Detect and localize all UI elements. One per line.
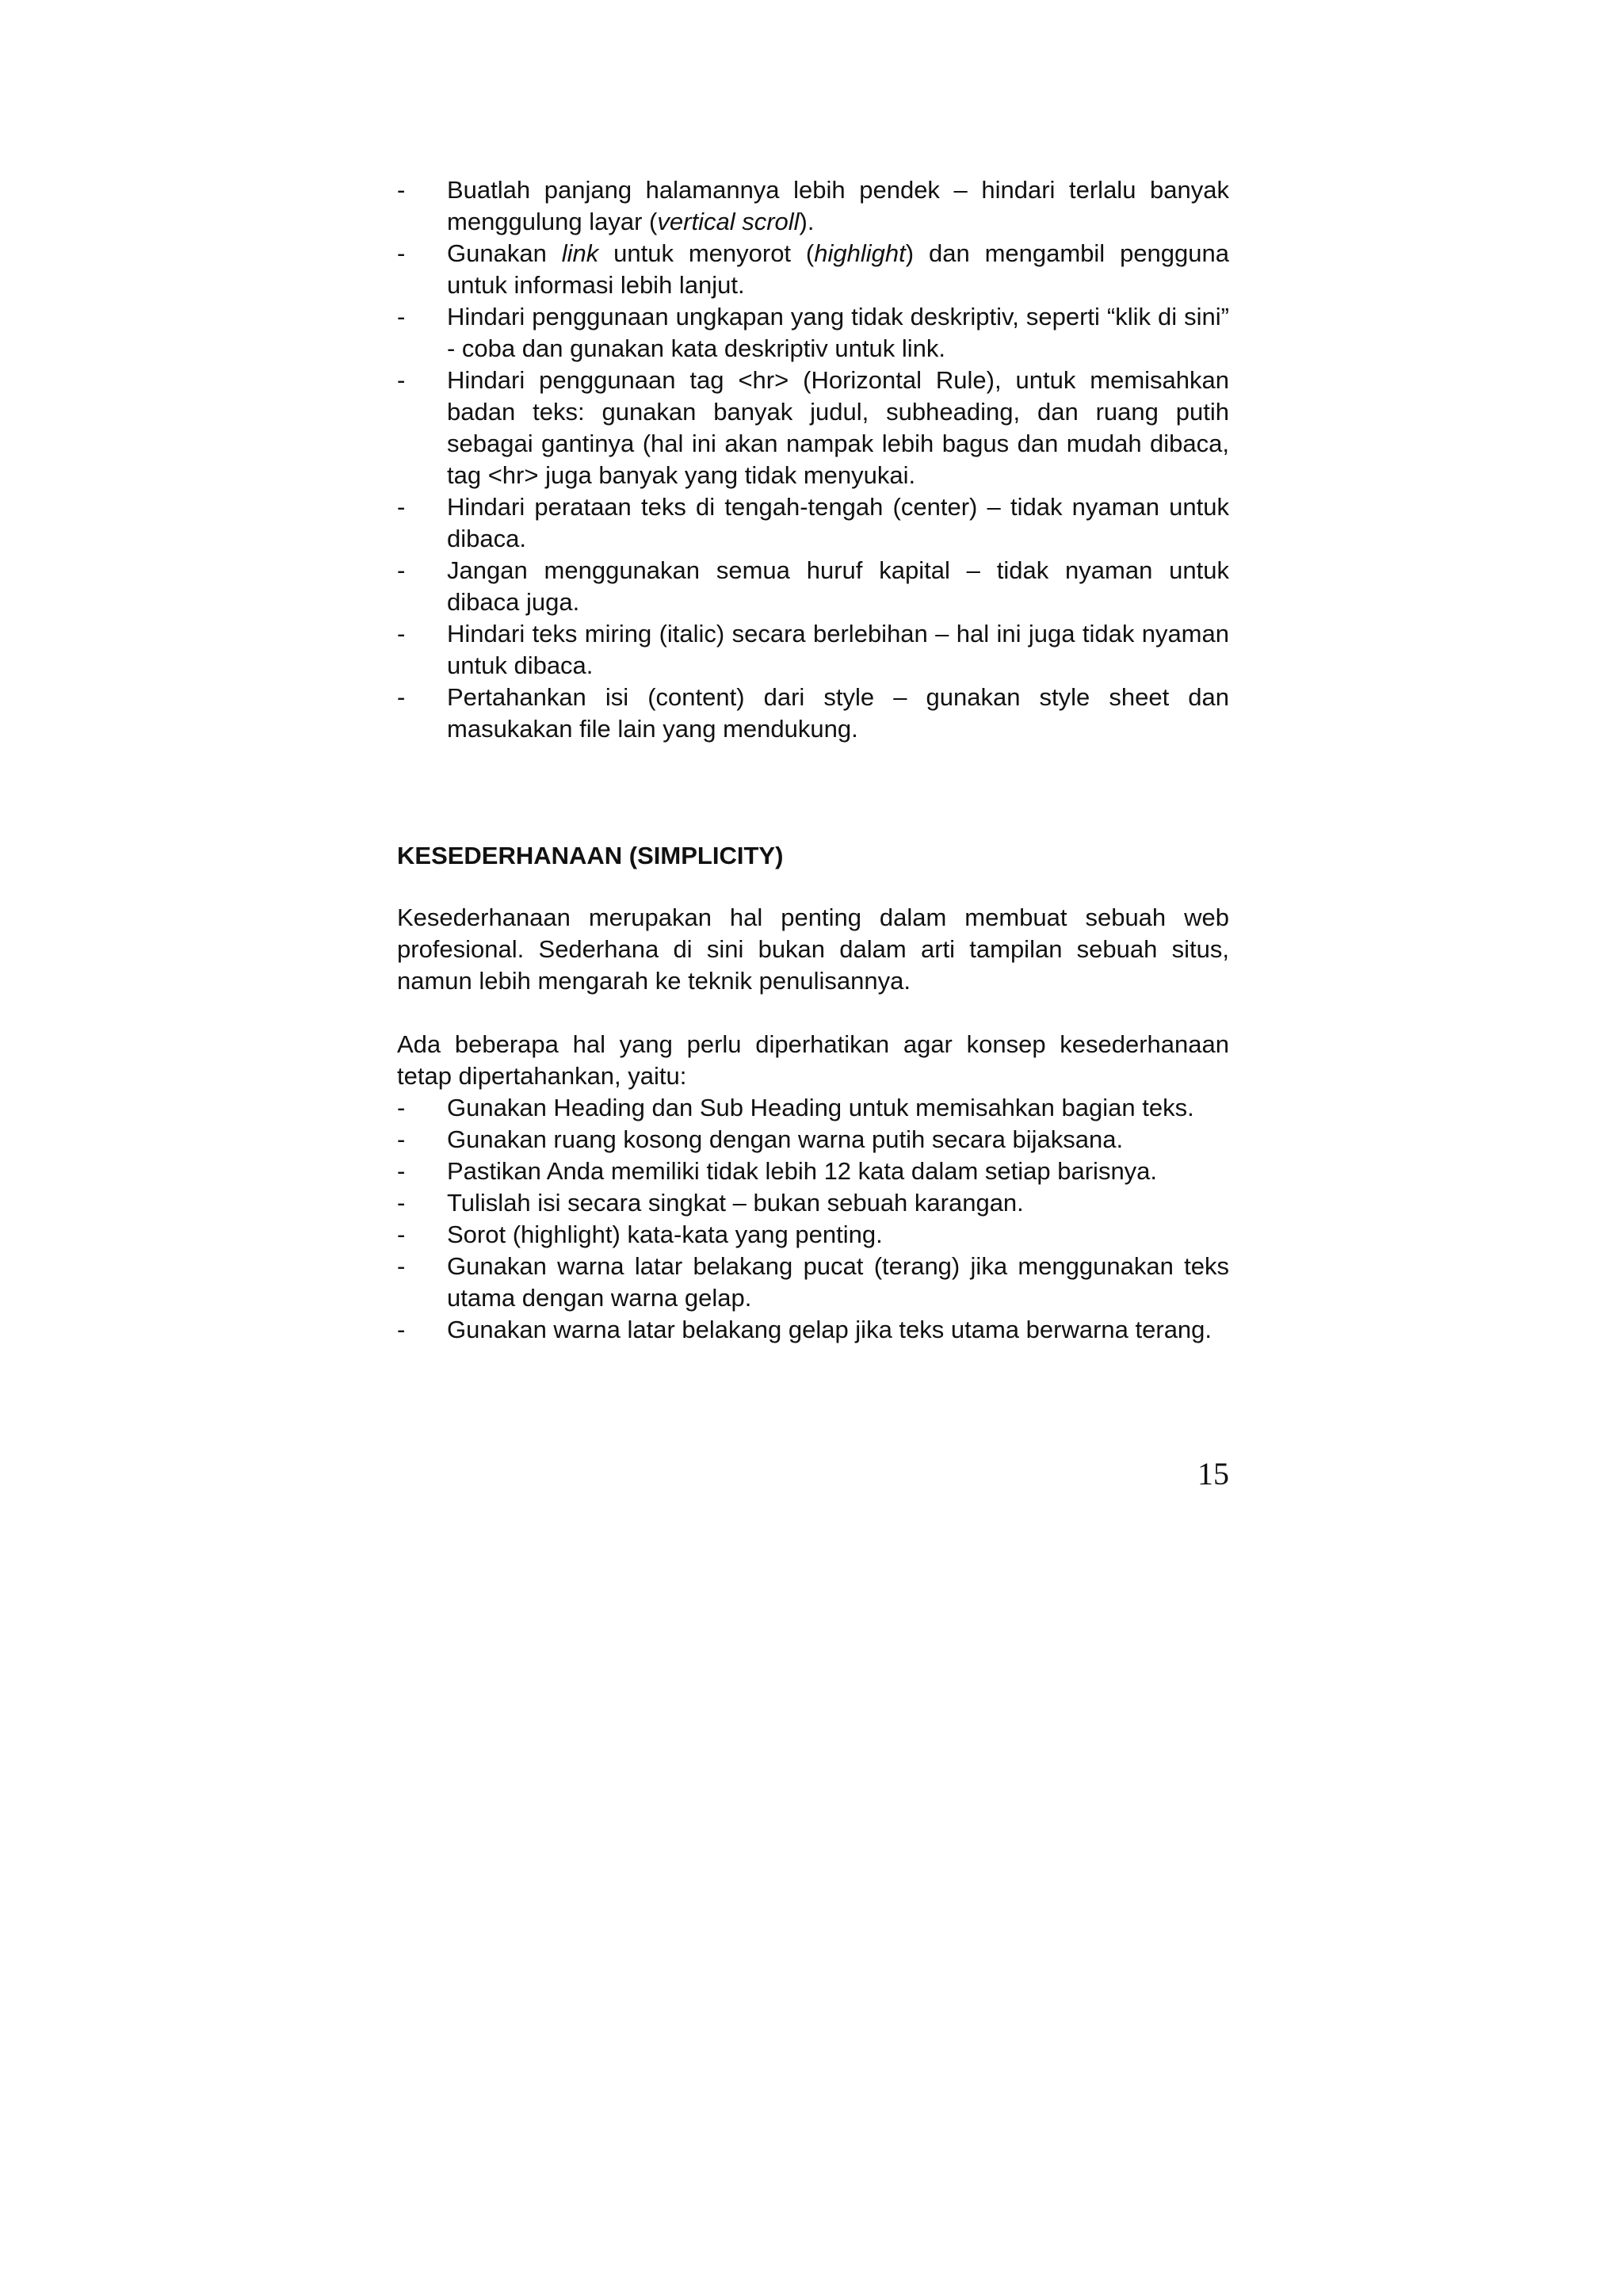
list-item xyxy=(397,1187,1229,1219)
dash-bullet: - xyxy=(397,366,406,394)
dash-bullet: - xyxy=(397,1094,406,1121)
dash-bullet: - xyxy=(397,176,406,204)
emphasis-text: highlight xyxy=(814,239,906,267)
guideline-list-writing xyxy=(397,174,1229,745)
list-item xyxy=(397,682,1229,745)
list-item xyxy=(397,1124,1229,1156)
section-heading: KESEDERHANAAN (SIMPLICITY) xyxy=(397,842,784,869)
dash-bullet: - xyxy=(397,620,406,648)
list-item-text: Hindari penggunaan tag <hr> (Horizontal Rule), untuk memisahkan badan teks: gunakan banyak judul, subheading, dan ruang putih sebagai gantinya (hal ini akan nampak lebih bagus dan mudah dibaca, tag <hr> juga banyak yang tidak menyukai. xyxy=(447,366,1229,489)
document-page-body xyxy=(397,174,1229,1346)
paragraph-intro: Kesederhanaan merupakan hal penting dalam membuat sebuah web profesional. Sederhana di sini bukan dalam arti tampilan sebuah situs, namun lebih mengarah ke teknik penulisannya. xyxy=(397,904,1229,995)
dash-bullet: - xyxy=(397,683,406,711)
list-item xyxy=(397,618,1229,682)
list-item-text: Hindari teks miring (italic) secara berlebihan – hal ini juga tidak nyaman untuk dibaca. xyxy=(447,620,1229,679)
list-item xyxy=(397,301,1229,365)
paragraph-lead-in: Ada beberapa hal yang perlu diperhatikan agar konsep kesederhanaan tetap dipertahankan, yaitu: xyxy=(397,1030,1229,1090)
list-item-text: Jangan menggunakan semua huruf kapital – tidak nyaman untuk dibaca juga. xyxy=(447,556,1229,616)
list-item xyxy=(397,491,1229,555)
list-item-text: Hindari penggunaan ungkapan yang tidak deskriptiv, seperti “klik di sini” - coba dan gunakan kata deskriptiv untuk link. xyxy=(447,303,1229,362)
page-number: 15 xyxy=(1197,1456,1229,1492)
list-item xyxy=(397,365,1229,491)
list-item xyxy=(397,238,1229,301)
list-item xyxy=(397,555,1229,618)
list-item-text: Pertahankan isi (content) dari style – gunakan style sheet dan masukakan file lain yang mendukung. xyxy=(447,683,1229,743)
dash-bullet: - xyxy=(397,1221,406,1248)
dash-bullet: - xyxy=(397,1125,406,1153)
list-item xyxy=(397,174,1229,238)
list-item-text: ) dan mengambil pengguna untuk informasi lebih lanjut. xyxy=(447,239,1230,299)
list-item-text: ). xyxy=(799,208,815,235)
list-item-text: Tulislah isi secara singkat – bukan sebuah karangan. xyxy=(447,1189,1024,1217)
emphasis-text: link xyxy=(561,239,599,267)
list-item-text: Gunakan Heading dan Sub Heading untuk memisahkan bagian teks. xyxy=(447,1094,1194,1121)
list-item-text: Gunakan warna latar belakang gelap jika teks utama berwarna terang. xyxy=(447,1316,1212,1343)
dash-bullet: - xyxy=(397,1189,406,1217)
list-item-text: Hindari perataan teks di tengah-tengah (center) – tidak nyaman untuk dibaca. xyxy=(447,493,1229,552)
dash-bullet: - xyxy=(397,556,406,584)
dash-bullet: - xyxy=(397,1316,406,1343)
list-item-text: Gunakan ruang kosong dengan warna putih secara bijaksana. xyxy=(447,1125,1124,1153)
list-item xyxy=(397,1314,1229,1346)
dash-bullet: - xyxy=(397,303,406,330)
list-item-text: Gunakan warna latar belakang pucat (terang) jika menggunakan teks utama dengan warna gelap. xyxy=(447,1252,1229,1312)
list-item xyxy=(397,1092,1229,1124)
list-item xyxy=(397,1251,1229,1314)
dash-bullet: - xyxy=(397,239,406,267)
dash-bullet: - xyxy=(397,1252,406,1280)
list-item xyxy=(397,1156,1229,1187)
list-item-text: Sorot (highlight) kata-kata yang penting. xyxy=(447,1221,883,1248)
dash-bullet: - xyxy=(397,1157,406,1185)
guideline-list-simplicity xyxy=(397,1092,1229,1346)
list-item-text: Gunakan xyxy=(447,239,562,267)
emphasis-text: vertical scroll xyxy=(657,208,800,235)
dash-bullet: - xyxy=(397,493,406,521)
list-item xyxy=(397,1219,1229,1251)
list-item-text: untuk menyorot ( xyxy=(598,239,815,267)
list-item-text: Pastikan Anda memiliki tidak lebih 12 kata dalam setiap barisnya. xyxy=(447,1157,1158,1185)
list-item-text: Buatlah panjang halamannya lebih pendek – hindari terlalu banyak menggulung layar ( xyxy=(447,176,1229,235)
